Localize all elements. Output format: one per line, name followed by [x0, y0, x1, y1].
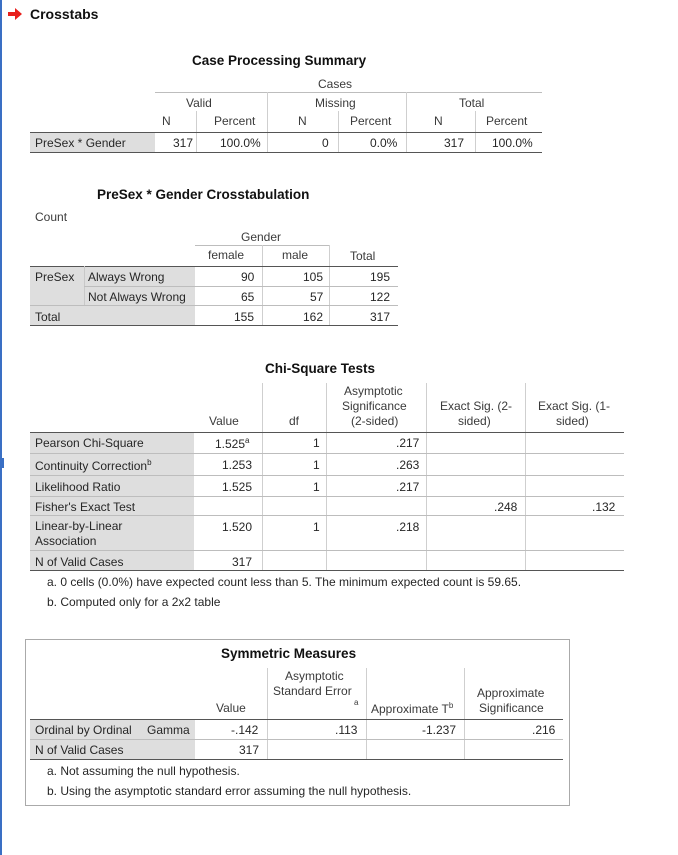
gamma-t: -1.237 — [422, 723, 457, 737]
missing-n: 0 — [322, 136, 329, 150]
approx-t-header — [371, 701, 453, 716]
continuity-value: 1.253 — [222, 458, 253, 472]
count-label: Count — [35, 210, 68, 224]
linear-asym: .218 — [396, 520, 420, 534]
not-always-wrong-male: 57 — [310, 290, 324, 304]
ase-header-2: Standard Error — [273, 684, 352, 698]
gamma-value: -.142 — [231, 723, 259, 737]
female-header: female — [208, 248, 245, 262]
gamma-ase: .113 — [335, 723, 358, 737]
total-total: 317 — [370, 310, 391, 324]
cases-header: Cases — [318, 77, 353, 91]
gamma-sig: .216 — [532, 723, 556, 737]
total-male: 162 — [303, 310, 324, 324]
ase-header-1: Asymptotic — [285, 669, 344, 683]
total-percent: 100.0% — [492, 136, 533, 150]
exact1-header-1: Exact Sig. (1- — [538, 399, 611, 413]
crosstab-title: PreSex * Gender Crosstabulation — [97, 187, 310, 202]
exact1-header-2: sided) — [556, 414, 589, 428]
chi-title: Chi-Square Tests — [265, 361, 376, 376]
sym-footnote-b: b. Using the asymptotic standard error assuming the null hypothesis. — [47, 784, 412, 798]
linear-label-2: Association — [35, 534, 97, 548]
continuity-footnote: b — [147, 458, 152, 467]
output-heading: Crosstabs — [30, 6, 99, 22]
asym-header-1: Asymptotic — [344, 384, 403, 398]
valid-n: 317 — [173, 136, 194, 150]
not-always-wrong-female: 65 — [241, 290, 255, 304]
total-female: 155 — [234, 310, 255, 324]
continuity-label: Continuity Correction — [35, 459, 148, 473]
df-header: df — [289, 414, 300, 428]
exact2-header-2: sided) — [458, 414, 491, 428]
pearson-label: Pearson Chi-Square — [35, 436, 144, 450]
gamma-label: Gamma — [147, 723, 190, 737]
chi-nvalid-label: N of Valid Cases — [35, 555, 124, 569]
pearson-df: 1 — [313, 436, 320, 450]
approx-sig-header-2: Significance — [479, 701, 544, 715]
row-not-always-wrong-label: Not Always Wrong — [88, 290, 186, 304]
total-header: Total — [459, 96, 485, 110]
likelihood-value: 1.525 — [222, 480, 253, 494]
approx-t-footnote: b — [448, 701, 454, 710]
percent-header-valid: Percent — [214, 114, 256, 128]
percent-header-missing: Percent — [350, 114, 392, 128]
total-n: 317 — [444, 136, 465, 150]
percent-header-total: Percent — [486, 114, 528, 128]
n-header-valid: N — [162, 114, 171, 128]
sym-nvalid-value: 317 — [239, 743, 260, 757]
not-always-wrong-total: 122 — [370, 290, 391, 304]
sym-title: Symmetric Measures — [221, 646, 357, 661]
likelihood-asym: .217 — [396, 480, 420, 494]
always-wrong-female: 90 — [241, 270, 255, 284]
approx-t-header-label: Approximate T — [371, 702, 449, 716]
presex-label: PreSex — [35, 270, 75, 284]
pearson-value: 1.525 — [215, 437, 246, 451]
ase-header-footnote: a — [354, 698, 359, 707]
pearson-asym: .217 — [396, 436, 420, 450]
linear-label-1: Linear-by-Linear — [35, 519, 123, 533]
chi-footnote-b: b. Computed only for a 2x2 table — [47, 595, 221, 609]
n-header-total: N — [434, 114, 443, 128]
case-row-label: PreSex * Gender — [35, 136, 126, 150]
sym-footnote-a: a. Not assuming the null hypothesis. — [47, 764, 240, 778]
missing-percent: 0.0% — [370, 136, 398, 150]
left-edge-marker — [0, 458, 4, 468]
continuity-df: 1 — [313, 458, 320, 472]
value-header: Value — [209, 414, 239, 428]
case-summary-title: Case Processing Summary — [192, 53, 367, 68]
always-wrong-total: 195 — [370, 270, 391, 284]
asym-header-3: (2-sided) — [351, 414, 399, 428]
continuity-asym: .263 — [396, 458, 420, 472]
sym-value-header: Value — [216, 701, 246, 715]
always-wrong-male: 105 — [303, 270, 324, 284]
sym-nvalid-label: N of Valid Cases — [35, 743, 124, 757]
fisher-label: Fisher's Exact Test — [35, 500, 136, 514]
fisher-exact2: .248 — [494, 500, 518, 514]
gender-header: Gender — [241, 230, 282, 244]
male-header: male — [282, 248, 309, 262]
n-header-missing: N — [298, 114, 307, 128]
total-col-header: Total — [350, 249, 376, 263]
ordinal-label: Ordinal by Ordinal — [35, 723, 132, 737]
valid-percent: 100.0% — [220, 136, 261, 150]
red-arrow-icon — [8, 8, 24, 20]
left-edge-bar — [0, 0, 2, 855]
row-always-wrong-label: Always Wrong — [88, 270, 165, 284]
chi-footnote-a: a. 0 cells (0.0%) have expected count less than 5. The minimum expected count is 59.65. — [47, 575, 522, 589]
approx-sig-header-1: Approximate — [477, 686, 545, 700]
linear-df: 1 — [313, 520, 320, 534]
missing-header: Missing — [315, 96, 356, 110]
exact2-header-1: Exact Sig. (2- — [440, 399, 513, 413]
continuity-label-cell — [35, 458, 152, 473]
chi-nvalid-value: 317 — [232, 555, 253, 569]
likelihood-df: 1 — [313, 480, 320, 494]
valid-header: Valid — [186, 96, 212, 110]
asym-header-2: Significance — [342, 399, 407, 413]
total-row-label: Total — [35, 310, 61, 324]
likelihood-label: Likelihood Ratio — [35, 480, 121, 494]
fisher-exact1: .132 — [592, 500, 616, 514]
pearson-value-footnote: a — [245, 436, 250, 445]
linear-value: 1.520 — [222, 520, 253, 534]
pearson-value-cell — [215, 436, 249, 451]
